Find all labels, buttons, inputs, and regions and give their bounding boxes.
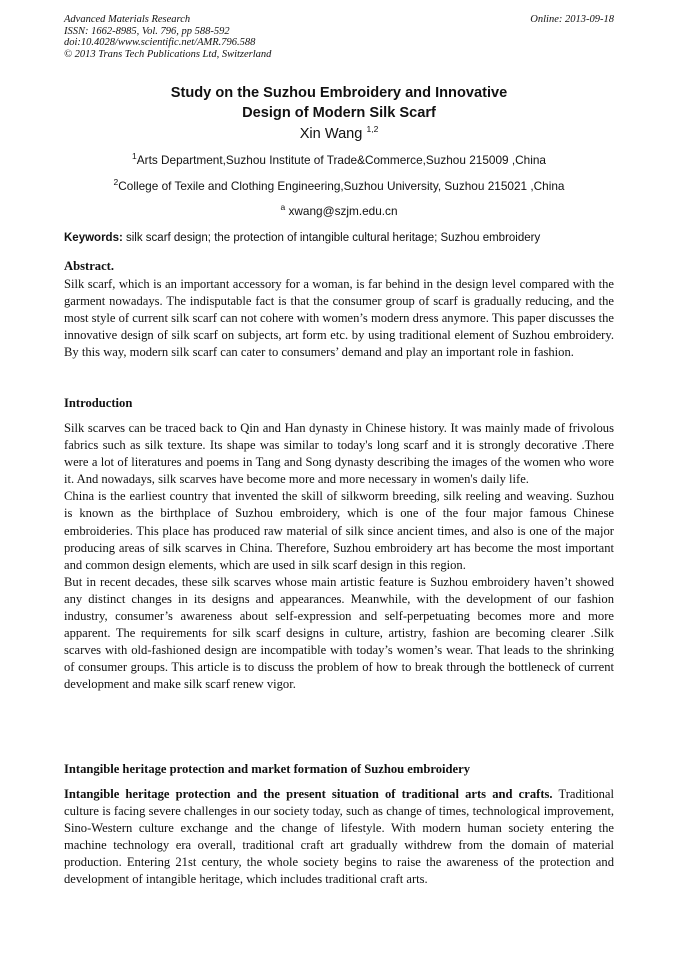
author-name: Xin Wang [299,126,367,142]
journal-name: Advanced Materials Research [64,14,191,25]
title-line-1: Study on the Suzhou Embroidery and Innovative [170,85,508,101]
keywords-label: Keywords: [64,232,123,244]
author-line [64,125,614,143]
email-sup: a [280,202,286,213]
affiliation-2-sup: 2 [113,177,119,188]
abstract-body [64,276,614,361]
abstract-heading: Abstract. [64,259,115,273]
issn-line: ISSN: 1662-8985, Vol. 796, pp 588-592 [64,25,230,37]
doi-line: doi:10.4028/www.scientific.net/AMR.796.588 [64,37,256,48]
section-body [64,786,614,889]
affiliation-1 [64,153,614,167]
abstract-text: Silk scarf, which is an important accessory for a woman, is far behind in the design level compared with the garment nowadays. The indisputable fact is that the consumer group of scarf is gradually reducing, and the most style of current silk scarf can not cohere with women’s modern dress anymore. This paper discusses the innovative design of silk scarf on subjects, art form etc. by using traditional element of Suzhou embroidery. By this way, modern silk scarf can cater to consumers’ demand and play an important role in fashion. [64,277,614,360]
introduction-body [64,420,614,694]
affiliation-2-text: College of Texile and Clothing Engineering,Suzhou University, Suzhou 215021 ,China [118,179,565,193]
email-text[interactable]: xwang@szjm.edu.cn [285,204,398,218]
author-superscript: 1,2 [366,124,379,135]
keywords-line [64,231,614,245]
intro-paragraph-1: Silk scarves can be traced back to Qin and Han dynasty in Chinese history. It was mainly made of frivolous fabrics such as silk texture. Its shape was similar to today's long scarf and it is strongly decorative .There were a lot of literatures and poems in Tang and Song dynasty describing the images of the women who wore it. And nowadays, silk scarves have become more and more necessary in women's daily life. [64,421,614,487]
section-text: Traditional culture is facing severe challenges in our society today, such as change of times, technological improvement, Sino-Western culture exchange and the change of lifestyle. With modern human society entering the machine technology era overall, traditional craft art gradually withdrew from the domain of material production. Entering 21st century, the whole society begins to raise the awareness of the protection and development of intangible heritage, which includes traditional craft arts. [64,787,614,887]
introduction-heading: Introduction [64,396,133,410]
online-date: Online: 2013-09-18 [530,14,614,25]
section-subheading: Intangible heritage protection and the present situation of traditional arts and crafts. [64,787,553,801]
keywords-text: silk scarf design; the protection of intangible cultural heritage; Suzhou embroidery [122,232,541,244]
intro-paragraph-3: But in recent decades, these silk scarves whose main artistic feature is Suzhou embroidery haven’t showed any distinct changes in its designs and appearances. Meanwhile, with the development of our fashion industry, consumer’s awareness about self-expression and self-perpetuating becomes more and more apparent. The requirements for silk scarf designs in culture, artistry, fashion are becoming clearer .Silk scarves with old-fashioned design are incompatible with today’s women’s wear. That leads to the shrinking of consumer groups. This article is to discuss the problem of how to break through the bottleneck of current development and make silk scarf renew vigor. [64,574,614,692]
running-header [64,14,614,60]
affiliation-1-sup: 1 [132,151,137,162]
author-email [64,204,614,218]
title-line-2: Design of Modern Silk Scarf [242,105,436,121]
intro-paragraph-2: China is the earliest country that invented the skill of silkworm breeding, silk reeling and weaving. Suzhou is known as the birthplace of Suzhou embroidery, which is one of the four major famous Chinese embroideries. This place has produced raw material of silk since ancient times, and also is one of the major producing areas of silk scarves in China. Therefore, Suzhou embroidery art has become the most important and common design elements, which are used in silk scarf design in this region. [64,489,614,572]
affiliation-1-text: Arts Department,Suzhou Institute of Trade&Commerce,Suzhou 215009 ,China [136,153,546,167]
copyright-line: © 2013 Trans Tech Publications Ltd, Switzerland [64,48,272,60]
paper-title [64,83,614,123]
affiliation-2 [64,179,614,193]
section-paragraph [64,786,614,889]
section-heading-intangible-heritage: Intangible heritage protection and market formation of Suzhou embroidery [64,762,471,776]
